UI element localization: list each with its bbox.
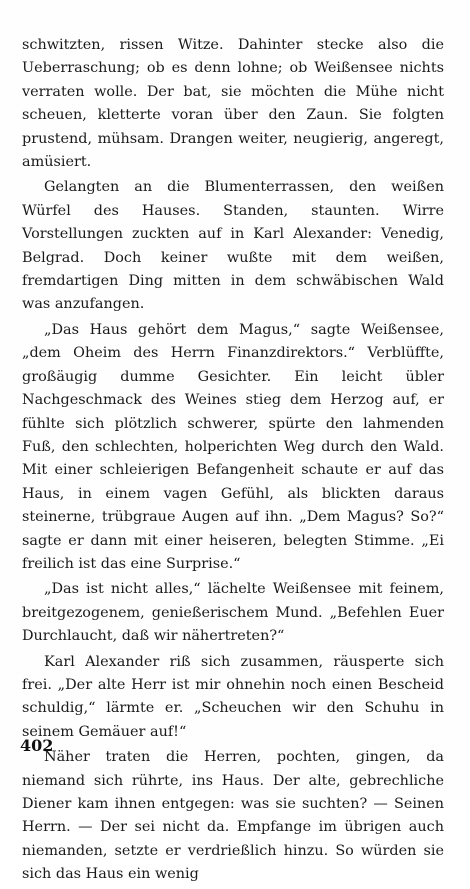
paragraph-6: Näher traten die Herren, pochten, gingen, da niemand sich rührte, ins Haus. Der alte, gebrechliche Diener kam ihnen entgegen: was sie suchten? — Seinen Herrn. — Der sei nicht da. Empfange im übrigen auch niemanden, setzte er verdrießlich hinzu. So würden sie sich das Haus ein wenig <box>22 749 444 883</box>
page-number: 402 <box>20 736 54 755</box>
paragraph-4: „Das ist nicht alles,“ lächelte Weißensee mit feinem, breitgezogenem, genießerischem Mund. „Befehlen Euer Durchlaucht, daß wir nähertreten?“ <box>22 581 444 645</box>
paragraph-3: „Das Haus gehört dem Magus,“ sagte Weißensee, „dem Oheim des Herrn Finanzdirektors.“ Verblüffte, großäugig dumme Gesichter. Ein leicht übler Nachgeschmack des Weines stieg dem Herzog auf, er fühlte sich plötzlich schwerer, spürte den lahmenden Fuß, den schlechten, holperichten Weg durch den Wald. Mit einer schleierigen Befangenheit schaute er auf das Haus, in einem vagen Gefühl, als blickten daraus steinerne, trübgraue Augen auf ihn. „Dem Magus? So?“ sagte er dann mit einer heiseren, belegten Stimme. „Ei freilich ist das eine Surprise.“ <box>22 321 444 572</box>
paragraph-1: schwitzten, rissen Witze. Dahinter stecke also die Ueberraschung; ob es denn lohne; ob Weißensee nichts verraten wolle. Der bat, sie möchten die Mühe nicht scheuen, kletterte voran über den Zaun. Sie folgten prustend, mühsam. Drangen weiter, neugierig, angeregt, amüsiert. <box>22 37 444 171</box>
body-text <box>22 34 444 889</box>
paragraph-5: Karl Alexander riß sich zusammen, räusperte sich frei. „Der alte Herr ist mir ohnehin noch einen Bescheid schuldig,“ lärmte er. „Scheuchen wir den Schuhu in seinem Gemäuer auf!“ <box>22 653 444 740</box>
paragraph-2: Gelangten an die Blumenterrassen, den weißen Würfel des Hauses. Standen, staunten. Wirre Vorstellungen zuckten auf in Karl Alexander: Venedig, Belgrad. Doch keiner wußte mit dem weißen, fremdartigen Ding mitten in dem schwäbischen Wald was anzufangen. <box>22 179 444 313</box>
